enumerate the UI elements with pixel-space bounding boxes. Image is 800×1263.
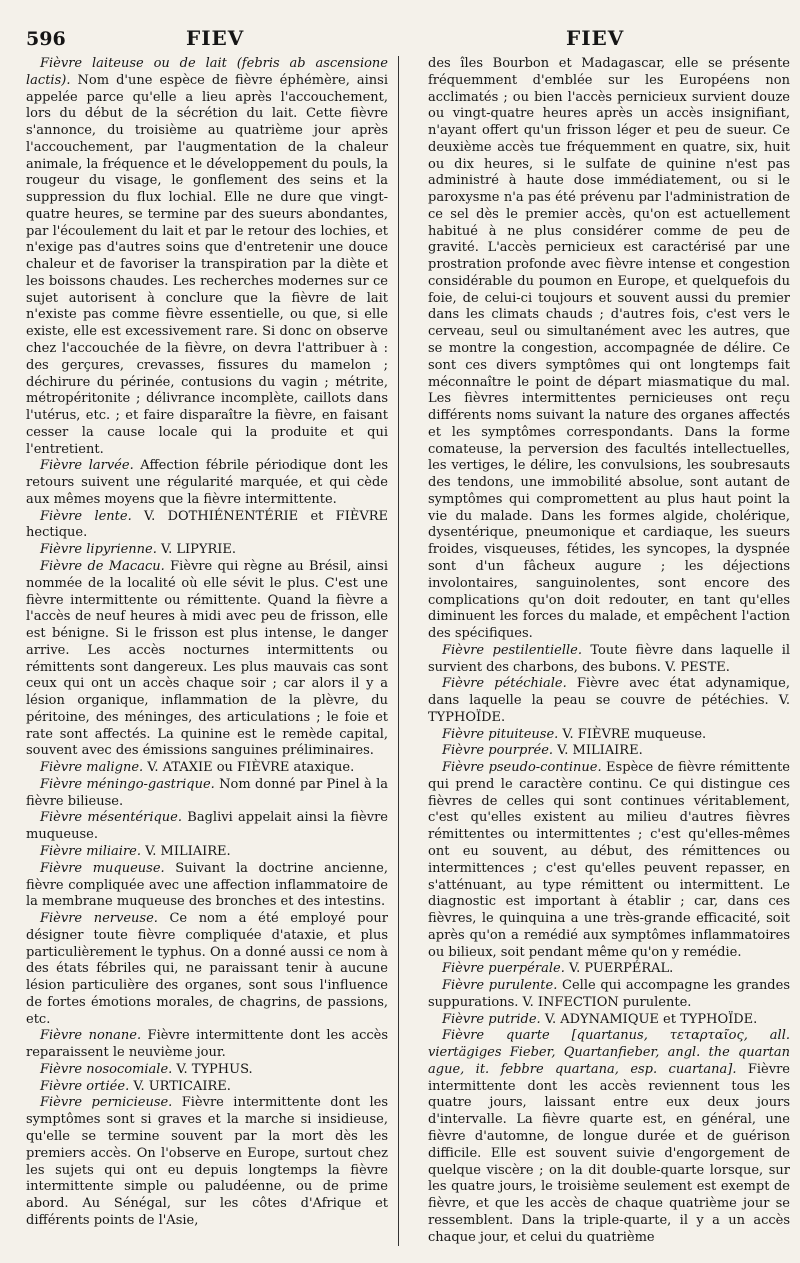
- dictionary-entry: [428, 760, 790, 961]
- dictionary-entry: [26, 542, 388, 559]
- dictionary-entry: [26, 1095, 388, 1229]
- entry-text: V. ADYNAMIQUE et TYPHOÏDE.: [540, 1011, 758, 1027]
- dictionary-entry: [428, 1028, 790, 1246]
- entry-text: Toute fièvre dans laquelle il survient des charbons, des bubons. V. PESTE.: [428, 642, 791, 675]
- page-number: 596: [26, 28, 66, 50]
- dictionary-entry: [26, 810, 388, 844]
- entry-term: Fièvre nonane.: [40, 1028, 142, 1044]
- entry-term: Fièvre pestilentielle.: [442, 642, 583, 658]
- left-column: [26, 56, 399, 1246]
- entry-term: Fièvre muqueuse.: [40, 860, 165, 876]
- dictionary-entry: [26, 911, 388, 1028]
- entry-term: Fièvre purulente.: [442, 978, 558, 994]
- entry-text: Nom donné par Pinel à la fièvre bilieuse.: [26, 776, 388, 809]
- dictionary-entry: [428, 1012, 790, 1029]
- entry-text: Espèce de fièvre rémittente qui prend le caractère continu. Ce qui distingue ces fièvres de celles qui sont continues véritablement, c'est qu'elles existent au milieu d'autres fièvres rémittentes ou intermittentes ; c'est qu'elles-mêmes ont eu souvent, au début, des rémittences ou intermittences ; c'est qu'elles peuvent repasser, en s'atténuant, au type rémittent ou intermittent. Le diagnostic est important à établir ; car, dans ces fièvres, le quinquina a une très-grande efficacité, soit après qu'on a remédié aux symptômes inflammatoires ou bilieux, soit pendant même qu'on y remédie.: [428, 760, 790, 960]
- entry-term: Fièvre nosocomiale.: [40, 1061, 173, 1077]
- entry-text: des îles Bourbon et Madagascar, elle se présente fréquemment d'emblée sur les Européens non acclimatés ; ou bien l'accès pernicieux survient douze ou vingt-quatre heures après un accès insignifiant, n'ayant offert qu'un frisson léger et peu de sueur. Ce deuxième accès tue fréquemment en quatre, six, huit ou dix heures, si le sulfate de quinine n'est pas administré à haute dose immédiatement, ou si le paroxysme n'a pas été prévenu par l'administration de ce sel dès le premier accès, qu'on est actuellement habitué à ne plus considérer comme de peu de gravité. L'accès pernicieux est caractérisé par une prostration profonde avec fièvre intense et congestion considérable du poumon en Europe, et quelquefois du foie, de celui-ci toujours et souvent aussi du premier dans les climats chauds ; d'autres fois, c'est vers le cerveau, seul ou simultanément avec les autres, que se montre la congestion, accompagnée de délire. Ce sont ces divers symptômes qui ont longtemps fait méconnaître le point de départ miasmatique du mal. Les fièvres intermittentes pernicieuses ont reçu différents noms suivant la nature des organes affectés et les symptômes correspondants. Dans la forme comateuse, la perversion des facultés intellectuelles, les vertiges, le délire, les convulsions, les soubresauts des tendons, une immobilité absolue, sont autant de symptômes qui compromettent au plus haut point la vie du malade. Dans les formes algide, cholérique, dysentérique, pneumonique et cardiaque, les sueurs froides, visqueuses, fétides, les syncopes, la dyspnée sont d'un fâcheux augure ; les déjections involontaires, sanguinolentes, sont encore des complications qu'on doit redouter, en tant qu'elles diminuent les forces du malade, et empêchent l'action des spécifiques.: [428, 56, 790, 642]
- entry-text: Fièvre avec état adynamique, dans laquelle la peau se couvre de pétéchies. V. TYPHOÏDE.: [428, 676, 790, 725]
- entry-term: Fièvre miliaire.: [40, 843, 142, 859]
- entry-term: Fièvre laiteuse ou de lait (febris ab ascensione lactis).: [26, 56, 388, 88]
- right-column: [424, 56, 790, 1246]
- entry-term: Fièvre mésentérique.: [40, 810, 182, 826]
- entry-term: Fièvre pétéchiale.: [442, 676, 567, 692]
- dictionary-entry: [26, 777, 388, 811]
- entry-term: Fièvre quarte [quartanus, τεταρταῖος, all. viertägiges Fieber, Quartanfieber, angl. the quartan ague, it. febbre quartana, esp. cuartana].: [428, 1028, 790, 1077]
- dictionary-entry: [26, 509, 388, 543]
- dictionary-entry: [26, 861, 388, 911]
- entry-term: Fièvre larvée.: [40, 458, 134, 474]
- dictionary-entry: [26, 760, 388, 777]
- entry-text: V. URTICAIRE.: [129, 1078, 231, 1094]
- entry-term: Fièvre pernicieuse.: [40, 1095, 173, 1111]
- dictionary-entry: [428, 743, 790, 760]
- running-head: [26, 14, 790, 56]
- entry-text: Fièvre qui règne au Brésil, ainsi nommée de la localité où elle sévit le plus. C'est une fièvre intermittente ou rémittente. Quand la fièvre a l'accès de neuf heures à midi avec peu de frisson, elle est bénigne. Si le frisson est plus intense, le danger arrive. Les accès nocturnes intermittents ou rémittents sont dangereux. Les plus mauvais cas sont ceux qui ont un accès chaque soir ; car alors il y a lésion organique, inflammation de la plèvre, du péritoine, des méninges, des articulations ; le foie et rate sont affectés. La quinine est le remède capital, souvent avec des émissions sanguines préliminaires.: [26, 558, 388, 759]
- dictionary-entry: [428, 56, 790, 643]
- entry-term: Fièvre de Macacu.: [40, 558, 165, 574]
- dictionary-entry: [428, 978, 790, 1012]
- entry-text: Suivant la doctrine ancienne, fièvre compliquée avec une affection inflammatoire de la membrane muqueuse des bronches et des intestins.: [26, 860, 388, 910]
- entry-text: Fièvre intermittente dont les accès reviennent tous les quatre jours, laissant entre eux deux jours d'intervalle. La fièvre quarte est, en général, une fièvre d'automne, de longue durée et de guérison difficile. Elle est souvent suivie d'engorgement de quelque viscère ; on la dit double-quarte lorsque, sur les quatre jours, le troisième seulement est exempt de fièvre, et que les accès de chaque quatrième jour se ressemblent. Dans la triple-quarte, il y a un accès chaque jour, et celui du quatrième: [428, 1061, 790, 1245]
- entry-term: Fièvre méningo-gastrique.: [40, 776, 215, 792]
- entry-term: Fièvre nerveuse.: [40, 911, 158, 927]
- dictionary-entry: [26, 458, 388, 508]
- entry-term: Fièvre puerpérale.: [442, 961, 565, 977]
- entry-term: Fièvre pseudo-continue.: [442, 760, 602, 776]
- entry-text: Baglivi appelait ainsi la fièvre muqueuse.: [26, 810, 388, 843]
- dictionary-entry: [428, 676, 790, 726]
- entry-term: Fièvre ortiée.: [40, 1078, 130, 1094]
- entry-text: Affection fébrile périodique dont les retours suivent une régularité marquée, et qui cède aux mêmes moyens que la fièvre intermittente.: [26, 458, 388, 507]
- dictionary-entry: [26, 56, 388, 458]
- entry-text: Fièvre intermittente dont les symptômes sont si graves et la marche si insidieuse, qu'elle se termine souvent par la mort dès les premiers accès. On l'observe en Europe, surtout chez les sujets qui ont eu depuis longtemps la fièvre intermittente simple ou paludéenne, ou de prime abord. Au Sénégal, sur les côtes d'Afrique et différents points de l'Asie,: [26, 1095, 388, 1228]
- entry-text: V. MILIAIRE.: [553, 743, 643, 759]
- entry-text: V. MILIAIRE.: [141, 843, 231, 859]
- entry-text: Nom d'une espèce de fièvre éphémère, ainsi appelée parce qu'elle a lieu après l'accouchement, lors du début de la sécrétion du lait. Cette fièvre s'annonce, du troisième au quatrième jour après l'accouchement, par l'augmentation de la chaleur animale, la fréquence et le développement du pouls, la rougeur du visage, le gonflement des seins et la suppression du flux lochial. Elle ne dure que vingt-quatre heures, se termine par des sueurs abondantes, par l'écoulement du lait et par le retour des lochies, et n'exige pas d'autres soins que d'entretenir une douce chaleur et de favoriser la transpiration par la diète et les boissons chaudes. Les recherches modernes sur ce sujet autorisent à conclure que la fièvre de lait n'existe pas comme fièvre essentielle, ou que, si elle existe, elle est excessivement rare. Si donc on observe chez l'accouchée de la fièvre, on devra l'attribuer à : des gerçures, crevasses, fissures du mamelon ; déchirure du périnée, contusions du vagin ; métrite, métropéritonite ; délivrance incomplète, caillots dans l'utérus, etc. ; et faire disparaître la fièvre, en faisant cesser la cause locale qui la produite et qui l'entretient.: [26, 72, 388, 457]
- entry-term: Fièvre putride.: [442, 1011, 541, 1027]
- entry-term: Fièvre lente.: [40, 508, 132, 524]
- entry-text: Celle qui accompagne les grandes suppurations. V. INFECTION purulente.: [428, 978, 790, 1010]
- dictionary-entry: [26, 1028, 388, 1062]
- dictionary-entry: [428, 643, 790, 677]
- dictionary-entry: [428, 961, 790, 978]
- entry-text: V. ATAXIE ou FIÈVRE ataxique.: [143, 760, 355, 776]
- dictionary-entry: [26, 559, 388, 760]
- entry-term: Fièvre maligne.: [40, 760, 144, 776]
- entry-text: Fièvre intermittente dont les accès reparaissent le neuvième jour.: [26, 1028, 388, 1061]
- dictionary-entry: [26, 1062, 388, 1079]
- entry-text: Ce nom a été employé pour désigner toute fièvre compliquée d'ataxie, et plus particulièrement le typhus. On a donné aussi ce nom à des états fébriles qui, ne paraissant tenir à aucune lésion particulière des organes, sont sous l'influence de fortes émotions morales, de chagrins, de passions, etc.: [26, 911, 388, 1027]
- entry-term: Fièvre lipyrienne.: [40, 542, 157, 558]
- entry-text: V. TYPHUS.: [172, 1061, 253, 1077]
- head-word-right: FIEV: [566, 26, 625, 50]
- entry-text: V. PUERPÉRAL.: [564, 961, 674, 977]
- entry-text: V. DOTHIÉNENTÉRIE et FIÈVRE hectique.: [26, 508, 388, 541]
- entry-term: Fièvre pituiteuse.: [442, 726, 559, 742]
- text-columns: [26, 56, 790, 1246]
- dictionary-entry: [428, 727, 790, 744]
- dictionary-entry: [26, 844, 388, 861]
- entry-term: Fièvre pourprée.: [442, 743, 554, 759]
- entry-text: V. FIÈVRE muqueuse.: [558, 726, 707, 742]
- entry-text: V. LIPYRIE.: [156, 542, 237, 558]
- head-word-left: FIEV: [186, 26, 245, 50]
- dictionary-entry: [26, 1079, 388, 1096]
